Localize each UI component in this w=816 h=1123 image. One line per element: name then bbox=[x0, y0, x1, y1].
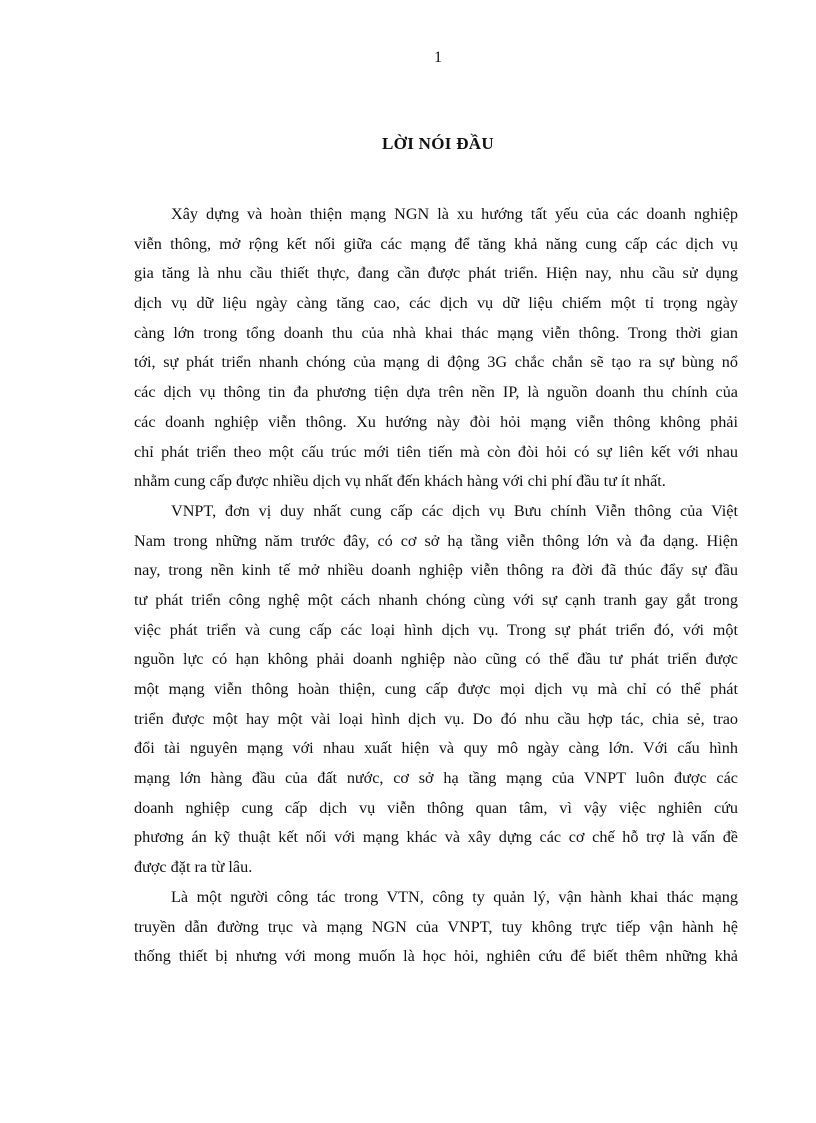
text-line: Là một người công tác trong VTN, công ty quản lý, vận hành khai thác mạng bbox=[171, 887, 738, 906]
text-line: một mạng viễn thông hoàn thiện, cung cấp được mọi dịch vụ mà chỉ có thể phát bbox=[134, 680, 738, 698]
text-line: Xây dựng và hoàn thiện mạng NGN là xu hướng tất yếu của các doanh nghiệp bbox=[171, 205, 738, 223]
text-line: được đặt ra từ lâu. bbox=[134, 858, 253, 877]
text-line: việc phát triển và cung cấp các loại hình dịch vụ. Trong sự phát triển đó, với một bbox=[134, 620, 738, 639]
paragraph-2 bbox=[134, 497, 738, 883]
text-line: dịch vụ dữ liệu ngày càng tăng cao, các dịch vụ dữ liệu chiếm một tỉ trọng ngày bbox=[134, 294, 738, 313]
text-line: VNPT, đơn vị duy nhất cung cấp các dịch vụ Bưu chính Viễn thông của Việt bbox=[171, 501, 738, 520]
text-line: tư phát triển công nghệ một cách nhanh chóng cùng với sự cạnh tranh gay gắt trong bbox=[134, 590, 738, 609]
text-line: tới, sự phát triển nhanh chóng của mạng di động 3G chắc chắn sẽ tạo ra sự bùng nổ bbox=[134, 353, 738, 372]
text-line: các doanh nghiệp viễn thông. Xu hướng này đòi hỏi mạng viễn thông không phải bbox=[134, 412, 738, 431]
text-line: chỉ phát triển theo một cấu trúc mới tiên tiến mà còn đòi hỏi có sự liên kết với nhau bbox=[134, 442, 738, 461]
paragraph-3 bbox=[134, 883, 738, 972]
document-body bbox=[134, 200, 738, 972]
page-number: 1 bbox=[434, 49, 442, 66]
text-line: phương án kỹ thuật kết nối với mạng khác và xây dựng các cơ chế hỗ trợ là vấn đề bbox=[134, 828, 738, 847]
text-line: viễn thông, mở rộng kết nối giữa các mạng để tăng khả năng cung cấp các dịch vụ bbox=[134, 234, 738, 253]
page-title: LỜI NÓI ĐẦU bbox=[382, 134, 494, 153]
text-line: mạng lớn hàng đầu của đất nước, cơ sở hạ tầng mạng của VNPT luôn được các bbox=[134, 769, 738, 788]
text-line: các dịch vụ thông tin đa phương tiện dựa trên nền IP, là nguồn doanh thu chính của bbox=[134, 383, 738, 402]
text-line: doanh nghiệp cung cấp dịch vụ viễn thông quan tâm, vì vậy việc nghiên cứu bbox=[134, 798, 738, 817]
text-line: nhằm cung cấp được nhiều dịch vụ nhất đến khách hàng với chi phí đầu tư ít nhất. bbox=[134, 472, 666, 491]
text-line: triển được một hay một vài loại hình dịch vụ. Do đó nhu cầu hợp tác, chia sẻ, trao bbox=[134, 709, 738, 728]
text-line: thống thiết bị nhưng với mong muốn là học hỏi, nghiên cứu để biết thêm những khả bbox=[134, 947, 738, 966]
text-line: đổi tài nguyên mạng với nhau xuất hiện và quy mô ngày càng lớn. Với cấu hình bbox=[134, 739, 738, 758]
text-line: gia tăng là nhu cầu thiết thực, đang cần được phát triển. Hiện nay, nhu cầu sử dụng bbox=[134, 264, 738, 283]
text-line: nay, trong nền kinh tế mở nhiều doanh nghiệp viễn thông ra đời đã thúc đẩy sự đầu bbox=[134, 561, 738, 580]
text-line: nguồn lực có hạn không phải doanh nghiệp nào cũng có thể đầu tư phát triển được bbox=[134, 650, 738, 669]
text-line: truyền dẫn đường trục và mạng NGN của VNPT, tuy không trực tiếp vận hành hệ bbox=[134, 917, 738, 936]
paragraph-1 bbox=[134, 200, 738, 497]
text-line: càng lớn trong tổng doanh thu của nhà khai thác mạng viễn thông. Trong thời gian bbox=[134, 323, 738, 342]
text-line: Nam trong những năm trước đây, có cơ sở hạ tầng viễn thông lớn và đa dạng. Hiện bbox=[134, 531, 738, 550]
